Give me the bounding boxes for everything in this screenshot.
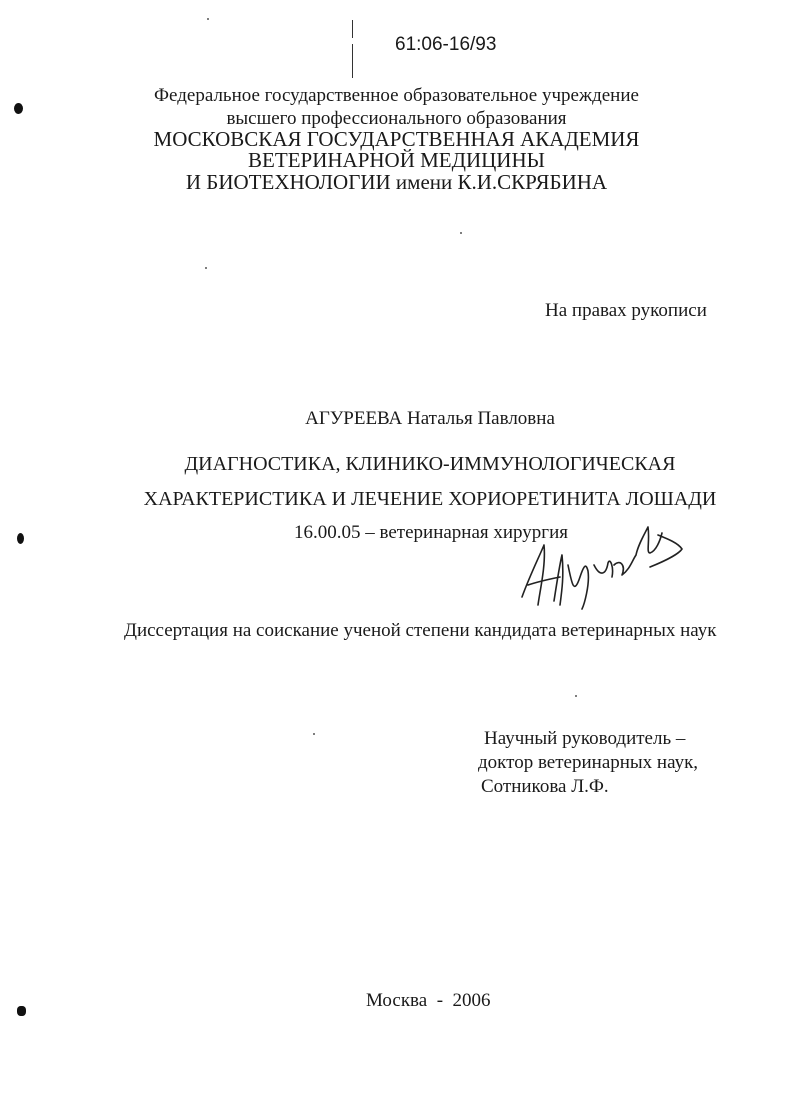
scan-speck [207,18,209,20]
dissertation-title-line-1: ДИАГНОСТИКА, КЛИНИКО-ИММУНОЛОГИЧЕСКАЯ [184,453,676,475]
institution-name-line-1: МОСКОВСКАЯ ГОСУДАРСТВЕННАЯ АКАДЕМИЯ [153,127,640,151]
author-name: АГУРЕЕВА Наталья Павловна [305,408,555,429]
scan-speck [575,695,577,697]
institution-line-1: Федеральное государственное образовательное учреждение [154,85,639,106]
year: 2006 [452,990,491,1011]
manuscript-note: На правах рукописи [545,300,707,321]
institution-name-line-2: ВЕТЕРИНАРНОЙ МЕДИЦИНЫ [248,148,545,172]
scan-speck [313,733,315,735]
scan-speck [460,232,462,234]
institution-name-line-3: И БИОТЕХНОЛОГИИ имени К.И.СКРЯБИНА [185,170,608,194]
scan-speck [205,267,207,269]
dissertation-title-line-2: ХАРАКТЕРИСТИКА И ЛЕЧЕНИЕ ХОРИОРЕТИНИТА ЛОШАДИ [143,488,717,510]
punch-hole-mark [17,533,24,544]
supervisor-name: Сотникова Л.Ф. [481,776,609,797]
separator: - [436,990,444,1011]
scan-line [352,44,353,78]
author-signature [510,505,690,615]
institution-line-2: высшего профессионального образования [226,108,567,129]
registry-code: 61:06-16/93 [395,34,497,55]
specialty: 16.00.05 – ветеринарная хирургия [294,522,569,543]
supervisor-label: Научный руководитель – [484,728,686,749]
scan-line [352,20,353,38]
dissertation-degree-line: Диссертация на соискание ученой степени кандидата ветеринарных наук [124,620,717,641]
city: Москва [366,990,428,1011]
city-year [366,990,491,1012]
punch-hole-mark [17,1006,26,1016]
supervisor-degree: доктор ветеринарных наук, [478,752,699,773]
